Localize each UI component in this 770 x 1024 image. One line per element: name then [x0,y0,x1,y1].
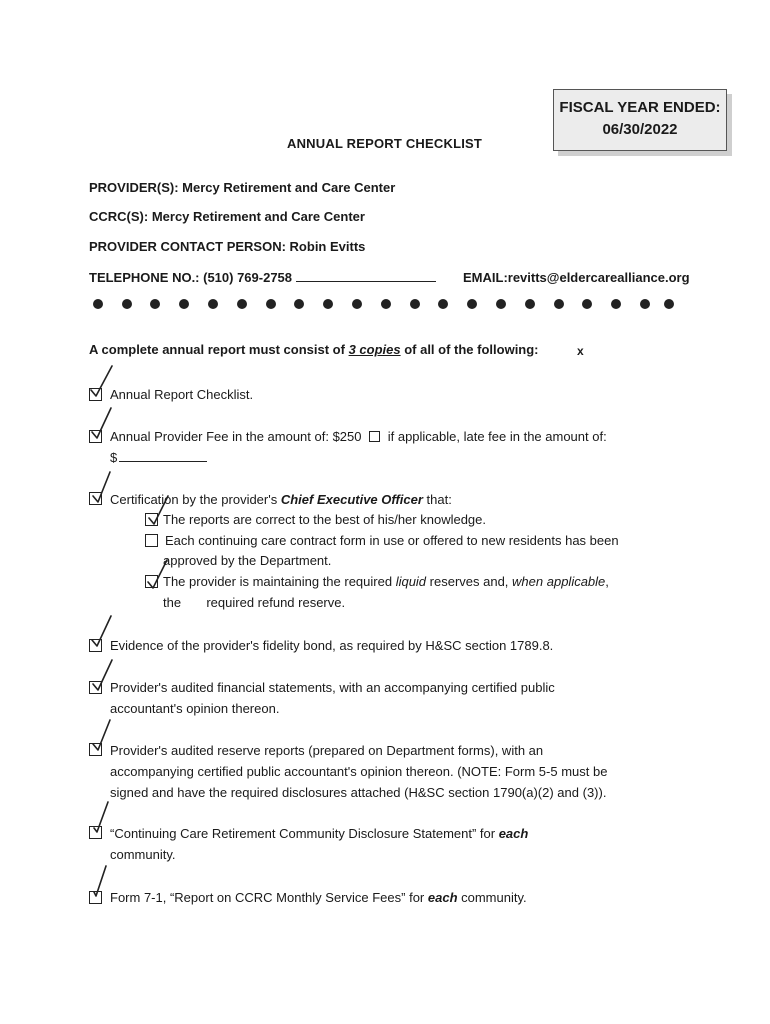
separator-dot [664,299,674,309]
sub-contract-form-line1: Each continuing care contract form in use or offered to new residents has been [165,533,619,548]
form71-after: community. [457,890,527,905]
separator-dot [93,299,103,309]
sub-reserves-line2: the required refund reserve. [163,595,346,610]
separator-dot [122,299,132,309]
separator-dot [294,299,304,309]
separator-dot [323,299,333,309]
item-fidelity-bond: Evidence of the provider's fidelity bond, as required by H&SC section 1789.8. [110,638,554,653]
separator-dot [467,299,477,309]
sub-contract-form-line2: approved by the Department. [163,553,332,568]
requirement-emphasis: 3 copies [348,342,401,357]
cert-emphasis: Chief Executive Officer [280,492,423,507]
item-form-7-1 [110,887,527,908]
separator-dot [352,299,362,309]
provider-line: PROVIDER(S): Mercy Retirement and Care Center [89,180,396,195]
cert-before: Certification by the provider's [110,492,281,507]
reserves-when-applicable: when applicable [512,574,606,589]
item-audited-financials-line1: Provider's audited financial statements, with an accompanying certified public [110,680,555,695]
checkbox-sub-contract-form[interactable] [145,534,158,547]
separator-dot [496,299,506,309]
separator-dot [208,299,218,309]
separator-dot [582,299,592,309]
item-reserve-reports-line3: signed and have the required disclosures attached (H&SC section 1790(a)(2) and (3)). [110,785,607,800]
item-disclosure-line1 [110,823,528,844]
separator-dot [266,299,276,309]
sub-reports-correct: The reports are correct to the best of his/her knowledge. [163,512,487,527]
fiscal-year-label: FISCAL YEAR ENDED: [559,99,721,116]
item-audited-financials-line2: accountant's opinion thereon. [110,701,280,716]
fiscal-year-box [553,89,727,151]
item-annual-checklist: Annual Report Checklist. [110,387,254,402]
separator-dot [150,299,160,309]
telephone-line [89,269,436,285]
requirement-statement [89,342,539,357]
item-provider-fee [110,426,607,447]
separator-dot [410,299,420,309]
item-reserve-reports-line1: Provider's audited reserve reports (prepared on Department forms), with an [110,743,544,758]
fee-text-before: Annual Provider Fee in the amount of: $250 [110,429,366,444]
fee-text-after: if applicable, late fee in the amount of: [384,429,607,444]
telephone-text: TELEPHONE NO.: (510) 769-2758 [89,270,293,285]
requirement-x-mark: x [577,344,584,358]
form71-each: each [427,890,458,905]
email-line: EMAIL:revitts@eldercarealliance.org [463,270,690,285]
item-reserve-reports-line2: accompanying certified public accountant's opinion thereon. (NOTE: Form 5-5 must be [110,764,608,779]
separator-dot [381,299,391,309]
page-title: ANNUAL REPORT CHECKLIST [287,136,483,151]
reserves-before: The provider is maintaining the required [163,574,396,589]
sub-reserves-line1 [163,572,609,593]
late-fee-amount [110,447,207,468]
contact-line: PROVIDER CONTACT PERSON: Robin Evitts [89,239,366,254]
item-disclosure-line2: community. [110,847,176,862]
reserves-liquid: liquid [395,574,427,589]
requirement-before: A complete annual report must consist of [89,342,349,357]
late-fee-checkbox[interactable] [369,431,380,442]
separator-dot [640,299,650,309]
form71-before: Form 7-1, “Report on CCRC Monthly Service Fees” for [110,890,428,905]
late-fee-blank[interactable] [119,449,207,462]
disclosure-before: “Continuing Care Retirement Community Disclosure Statement” for [110,826,499,841]
separator-dot [525,299,535,309]
reserves-after: , [605,574,609,589]
separator-dot [611,299,621,309]
dot-separator [86,295,686,315]
separator-dot [179,299,189,309]
late-fee-dollar: $ [110,450,118,465]
ccrc-line: CCRC(S): Mercy Retirement and Care Center [89,209,365,224]
separator-dot [438,299,448,309]
disclosure-each: each [498,826,529,841]
cert-after: that: [422,492,452,507]
separator-dot [554,299,564,309]
telephone-blank-line [296,269,436,282]
separator-dot [237,299,247,309]
reserves-mid: reserves and, [426,574,513,589]
requirement-after: of all of the following: [400,342,539,357]
fiscal-year-date: 06/30/2022 [602,121,678,138]
